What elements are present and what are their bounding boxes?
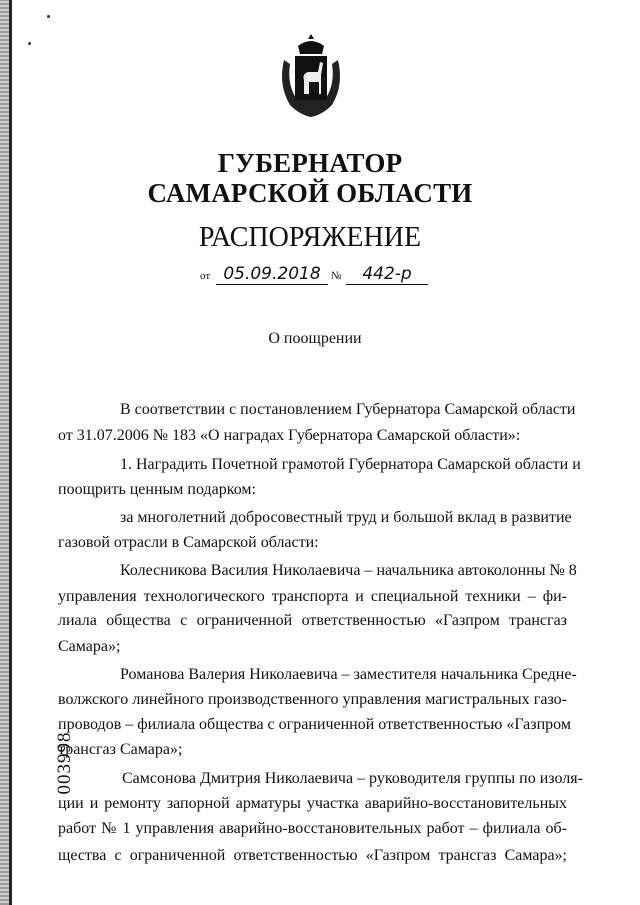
coat-of-arms-emblem [276, 32, 346, 118]
scan-speck [47, 15, 50, 18]
number-label: № [331, 270, 342, 282]
body-line: волжского линейного производственного управления магистральных газо- [58, 691, 567, 708]
scan-edge [0, 0, 9, 905]
body-line: управления технологического транспорта и специальной техники – фи- [58, 588, 567, 605]
body-line: Колесникова Василия Николаевича – начальника автоколонны № 8 [120, 562, 577, 579]
body-line: за многолетний добросовестный труд и большой вклад в развитие [120, 509, 572, 526]
document-type: РАСПОРЯЖЕНИЕ [198, 222, 422, 253]
body-line: ции и ремонту запорной арматуры участка аварийно-восстановительных [58, 795, 567, 812]
document-date: 05.09.2018 [216, 264, 328, 285]
body-line: В соответствии с постановлением Губернатора Самарской области [120, 401, 576, 418]
body-line: Самара»; [58, 638, 121, 655]
date-label: от [200, 270, 211, 282]
document-number: 442-р [346, 264, 428, 285]
body-line: поощрить ценным подарком: [58, 481, 256, 498]
body-line: проводов – филиала общества с ограниченной ответственностью «Газпром [58, 716, 571, 733]
document-subject: О поощрении [268, 330, 362, 347]
body-line: трансгаз Самара»; [58, 741, 183, 758]
issuer-title-line1: ГУБЕРНАТОР [217, 148, 403, 178]
date-number-line [200, 262, 450, 286]
body-line: лиала общества с ограниченной ответственностью «Газпром трансгаз [58, 612, 567, 629]
body-line: Самсонова Дмитрия Николаевича – руководителя группы по изоля- [122, 770, 583, 787]
body-line: Романова Валерия Николаевича – заместителя начальника Средне- [120, 666, 577, 683]
serial-number: 003998 [54, 731, 75, 795]
body-line: щества с ограниченной ответственностью «Газпром трансгаз Самара»; [58, 847, 567, 864]
body-line: от 31.07.2006 № 183 «О наградах Губернатора Самарской области»: [58, 427, 521, 444]
body-line: 1. Наградить Почетной грамотой Губернатора Самарской области и [120, 456, 581, 473]
body-line: газовой отрасли в Самарской области: [58, 534, 319, 551]
issuer-title-line2: САМАРСКОЙ ОБЛАСТИ [147, 178, 473, 208]
scan-edge-line [9, 0, 12, 905]
scan-speck [28, 42, 31, 45]
body-line: работ № 1 управления аварийно-восстановительных работ – филиала об- [58, 820, 567, 837]
